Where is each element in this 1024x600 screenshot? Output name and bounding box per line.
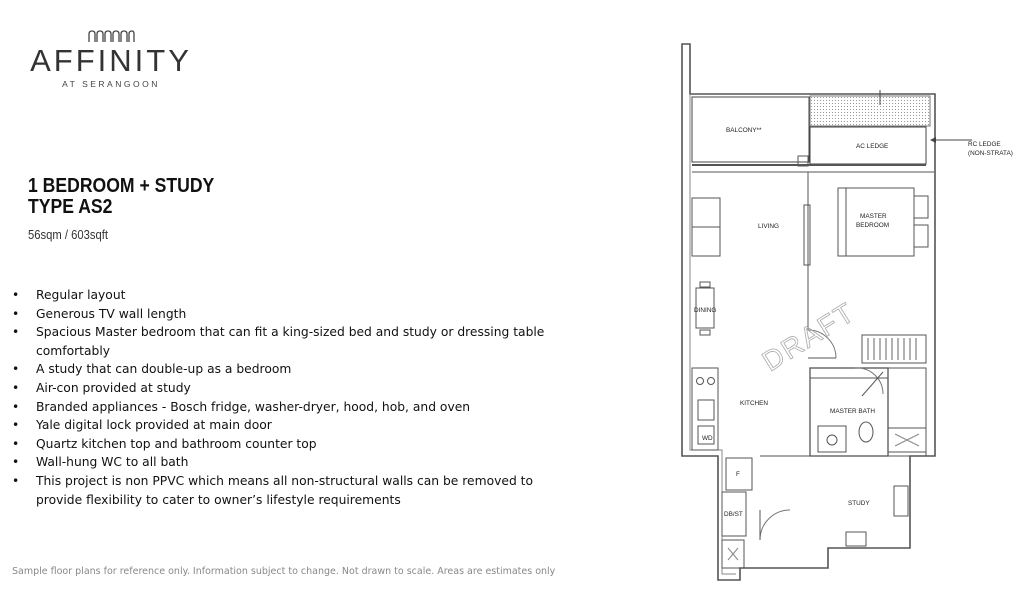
- label-db-st: DB/ST: [724, 511, 743, 518]
- disclaimer: Sample floor plans for reference only. Information subject to change. Not drawn to scale. Areas are estimates only: [12, 566, 556, 577]
- unit-code-line: TYPE AS2: [28, 196, 113, 218]
- list-item: • A study that can double-up as a bedroom: [10, 360, 570, 379]
- label-study: STUDY: [848, 500, 870, 507]
- label-master-bedroom: MASTER: [860, 213, 887, 220]
- draft-watermark: DRAFT: [756, 296, 861, 378]
- list-item: • Wall-hung WC to all bath: [10, 453, 570, 472]
- brand-subtitle: AT SERANGOON: [62, 79, 160, 89]
- unit-type-line: 1 BEDROOM + STUDY: [28, 175, 215, 197]
- label-dining: DINING: [694, 307, 717, 314]
- list-item: • Spacious Master bedroom that can fit a king-sized bed and study or dressing table comfortably: [10, 323, 570, 360]
- label-rc-ledge-note: (NON-STRATA): [968, 150, 1013, 157]
- rc-ledge-hatch: [810, 96, 930, 126]
- label-fridge: F: [736, 471, 740, 478]
- label-wd: WD: [702, 435, 713, 442]
- label-master-bedroom-2: BEDROOM: [856, 222, 890, 229]
- list-item: • This project is non PPVC which means all non-structural walls can be removed to provide flexibility to cater to owner’s lifestyle requirements: [10, 472, 570, 509]
- label-rc-ledge: RC LEDGE: [968, 141, 1001, 148]
- brand-name: AFFINITY: [30, 43, 192, 78]
- label-ac-ledge: AC LEDGE: [856, 143, 889, 150]
- list-item: • Branded appliances - Bosch fridge, washer-dryer, hood, hob, and oven: [10, 398, 570, 417]
- list-item: • Generous TV wall length: [10, 305, 570, 324]
- label-balcony: BALCONY**: [726, 127, 762, 134]
- list-item: • Air-con provided at study: [10, 379, 570, 398]
- label-kitchen: KITCHEN: [740, 400, 769, 407]
- list-item: • Regular layout: [10, 286, 570, 305]
- label-master-bath: MASTER BATH: [830, 408, 875, 415]
- label-living: LIVING: [758, 223, 779, 230]
- list-item: • Yale digital lock provided at main door: [10, 416, 570, 435]
- list-item: • Quartz kitchen top and bathroom counter top: [10, 435, 570, 454]
- unit-area: 56sqm / 603sqft: [28, 228, 109, 242]
